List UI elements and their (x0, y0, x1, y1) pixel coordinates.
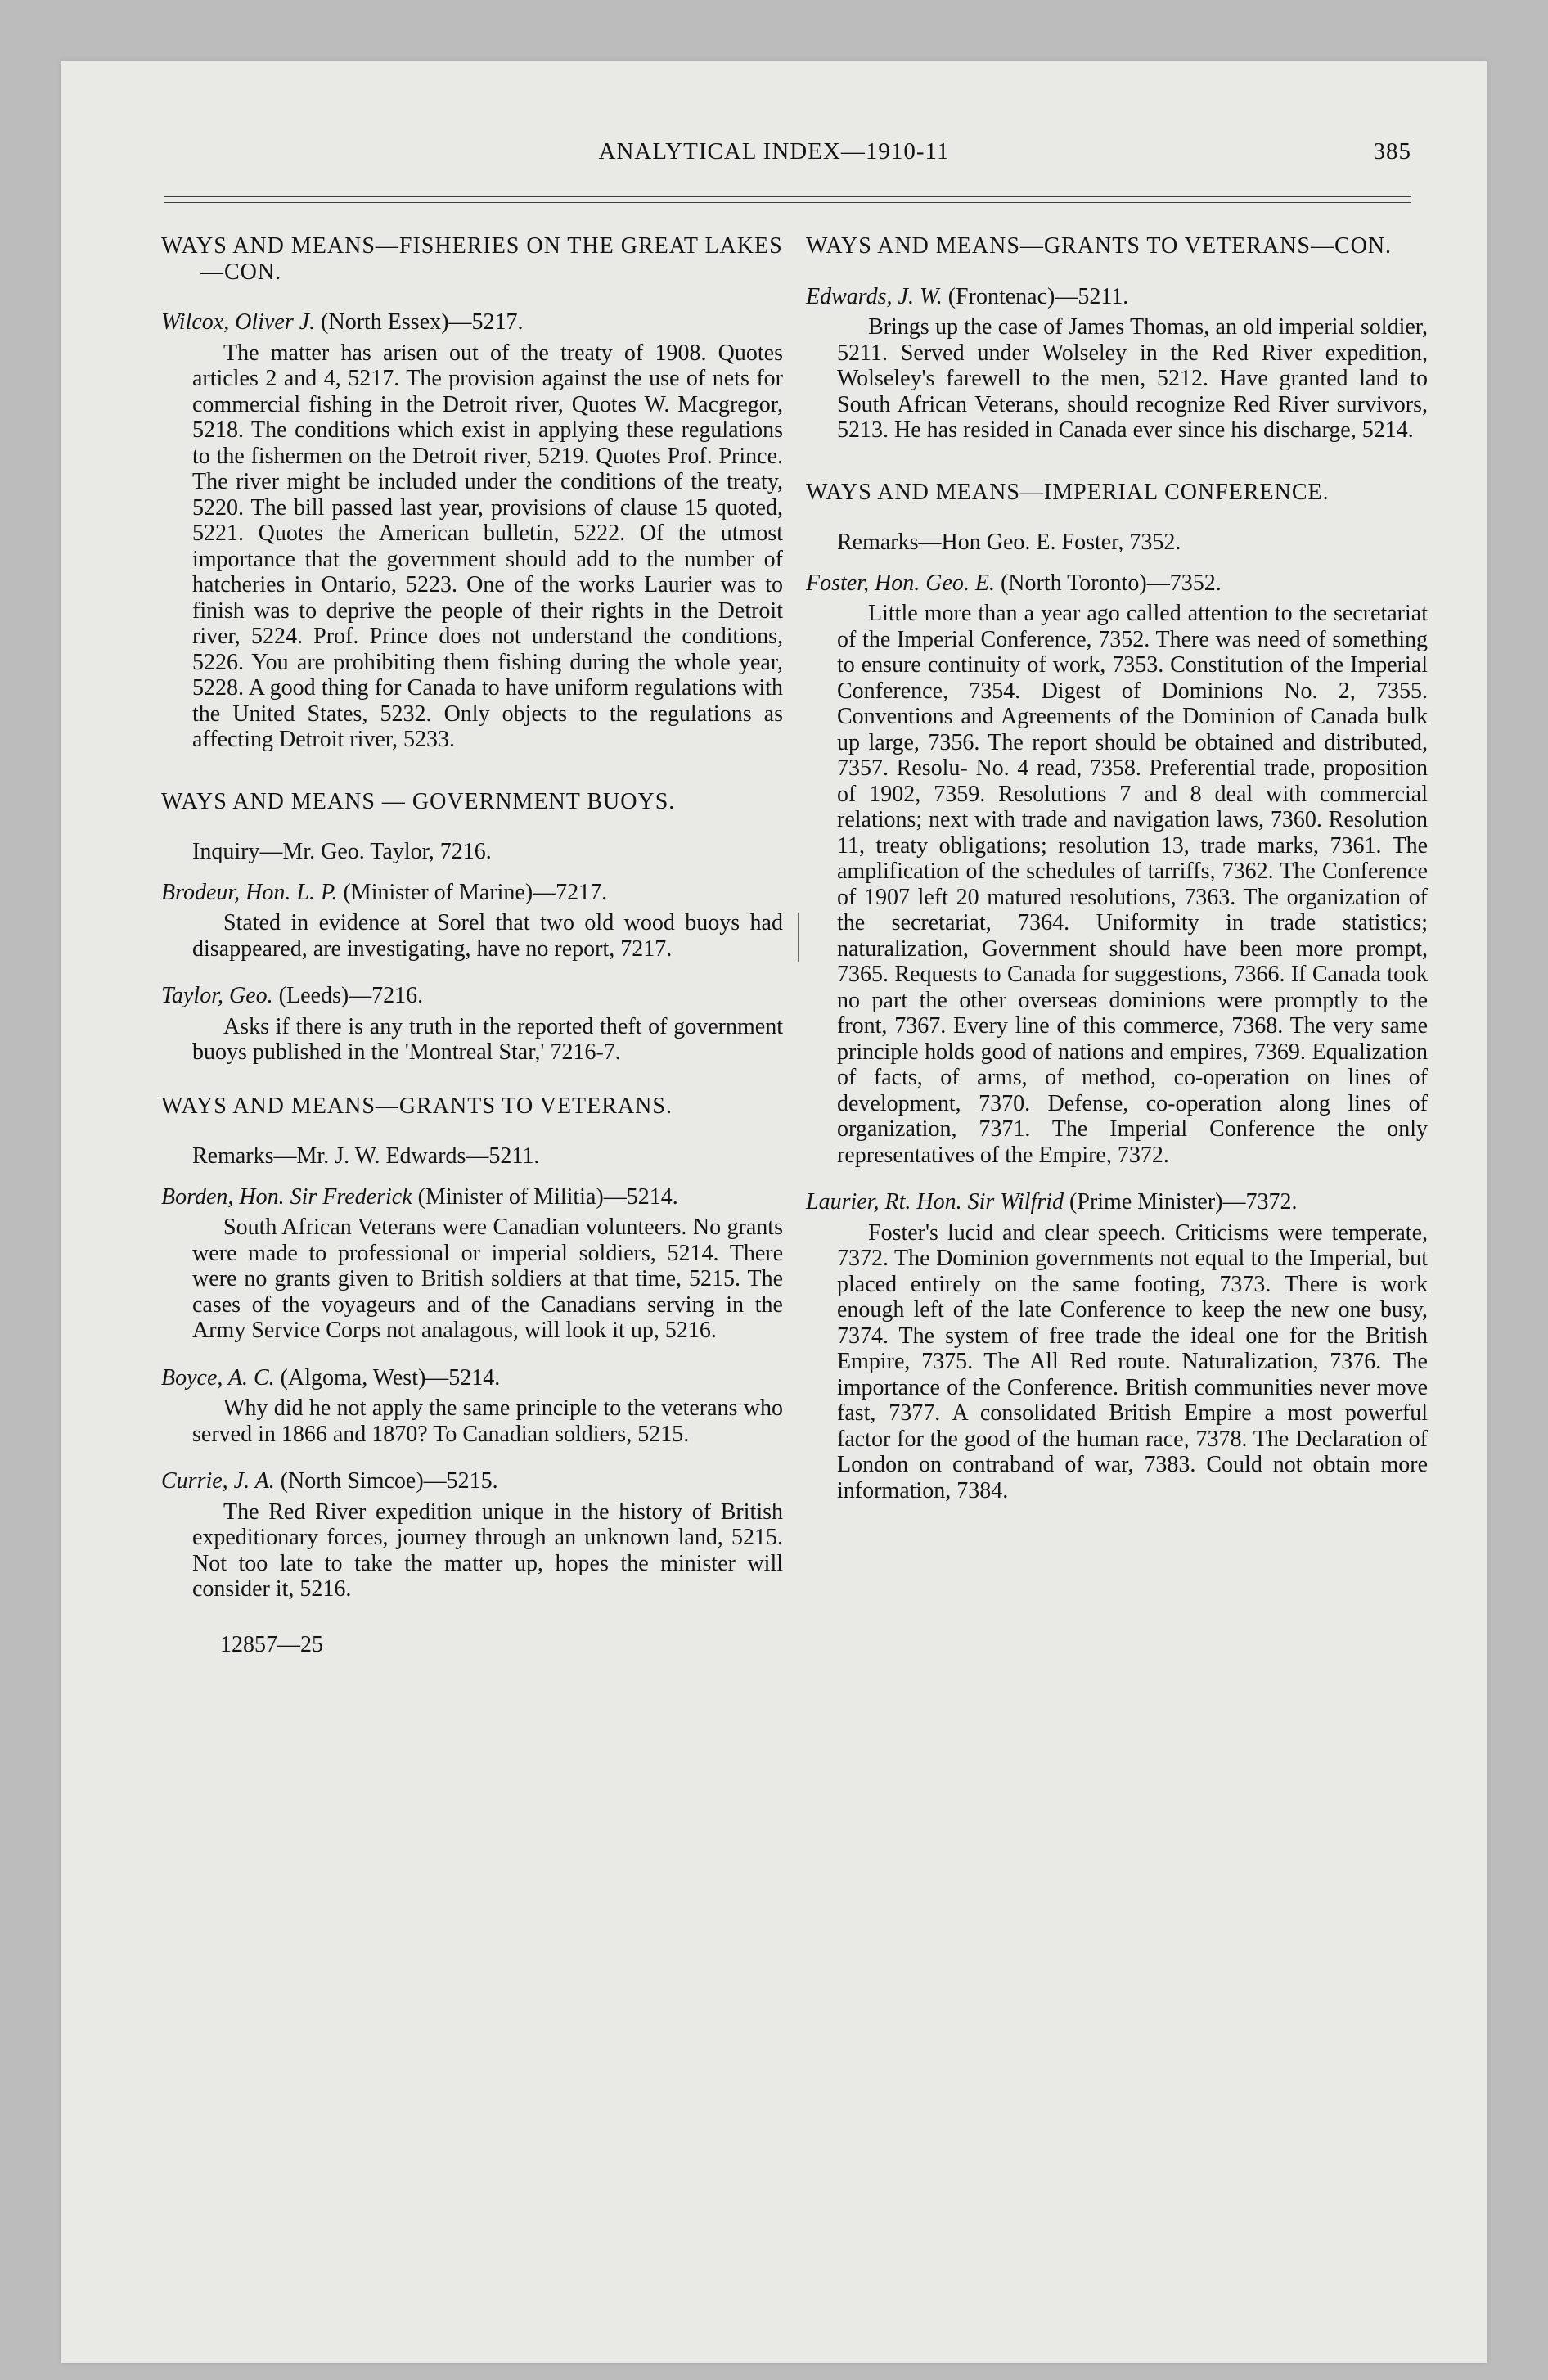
speaker-name: Foster, Hon. Geo. E. (806, 570, 995, 596)
speaker-entry (161, 309, 783, 336)
speaker-entry (161, 880, 783, 906)
right-column (806, 233, 1428, 1525)
entry-text: Foster's lucid and clear speech. Criticisms were temperate, 7372. The Dominion governments not equal to the Imperial, but placed entirely on the same footing, 7373. There is work enough left of the late Conference to keep the new one busy, 7374. The system of free trade the ideal one for the British Empire, 7375. The All Red route. Naturalization, 7376. The importance of the Conference. British communities never move fast, 7377. A consolidated British Empire a most powerful factor for the good of the human race, 7378. The Declaration of London on contraband of war, 7383. Could not obtain more information, 7384. (837, 1219, 1428, 1503)
speaker-role: (North Essex)—5217. (315, 309, 524, 335)
speaker-name: Edwards, J. W. (806, 283, 943, 309)
entry-text: The Red River expedition unique in the history of British expeditionary forces, journey through an unknown land, 5215. Not too late to take the matter up, hopes the minister will consider it, 5216. (192, 1499, 783, 1602)
index-page (61, 61, 1487, 2363)
remarks-line: Remarks—Hon Geo. E. Foster, 7352. (837, 530, 1181, 555)
speaker-name: Brodeur, Hon. L. P. (161, 879, 338, 905)
speaker-entry (806, 570, 1428, 597)
section-grants-veterans-continued (806, 233, 1428, 444)
speaker-role: (Prime Minister)—7372. (1064, 1189, 1298, 1215)
section-heading: WAYS AND MEANS — GOVERNMENT BUOYS. (161, 788, 676, 814)
section-fisheries (161, 233, 783, 753)
speaker-role: (Algoma, West)—5214. (274, 1364, 501, 1391)
speaker-entry (806, 1189, 1428, 1215)
section-heading: WAYS AND MEANS—FISHERIES ON THE GREAT LAKES—CON. (161, 233, 783, 285)
speaker-entry (806, 284, 1428, 310)
speaker-entry (161, 1468, 783, 1494)
signature-mark: 12857—25 (220, 1631, 323, 1657)
entry-text: Stated in evidence at Sorel that two old wood buoys had disappeared, are investigating, have no report, 7217. (192, 910, 783, 962)
page-number: 385 (1373, 138, 1411, 165)
speaker-entry (161, 1184, 783, 1210)
speaker-role: (North Simcoe)—5215. (274, 1468, 498, 1494)
speaker-entry (161, 983, 783, 1009)
speaker-name: Borden, Hon. Sir Frederick (161, 1183, 412, 1210)
section-imperial-conference (806, 480, 1428, 1504)
remarks-line: Inquiry—Mr. Geo. Taylor, 7216. (192, 839, 492, 864)
running-title: ANALYTICAL INDEX—1910-11 (598, 138, 950, 165)
entry-text: Why did he not apply the same principle to the veterans who served in 1866 and 1870? To Canadian soldiers, 5215. (192, 1395, 783, 1447)
entry-text: Little more than a year ago called attention to the secretariat of the Imperial Conference, 7352. There was need of something to ensure continuity of work, 7353. Constitution of the Imperial Conference, 7354. Digest of Dominions No. 2, 7355. Conventions and Agreements of the Dominion of Canada bulk up large, 7356. The report should be obtained and distributed, 7357. Resolu- No. 4 read, 7358. Preferential trade, proposition of 1902, 7359. Resolutions 7 and 8 deal with commercial relations; next with trade and navigation laws, 7360. Resolution 11, treaty obligations; resolution 13, trade marks, 7361. The amplification of the schedules of tarriffs, 7362. The Conference of 1907 left 20 matured resolutions, 7363. The organization of the secretariat, 7364. Uniformity in trade statistics; naturalization, Government should have been more prompt, 7365. Requests to Canada for suggestions, 7366. If Canada took no part the other overseas dominions were promptly to the front, 7367. Every line of this commerce, 7368. The very same principle holds good of nations and empires, 7369. Equalization of facts, of arms, of method, co-operation on lines of development, 7370. Defense, co-operation along lines of organization, 7371. The Imperial Conference the only representatives of the Empire, 7372. (837, 601, 1428, 1168)
speaker-name: Currie, J. A. (161, 1468, 275, 1494)
section-buoys (161, 789, 783, 1066)
section-heading: WAYS AND MEANS—GRANTS TO VETERANS—CON. (806, 233, 1393, 259)
speaker-role: (Leeds)—7216. (272, 983, 424, 1008)
speaker-role: (Minister of Militia)—5214. (412, 1183, 678, 1210)
speaker-role: (North Toronto)—7352. (994, 570, 1222, 596)
speaker-name: Taylor, Geo. (161, 983, 273, 1008)
speaker-role: (Minister of Marine)—7217. (337, 879, 608, 905)
column-divider (798, 913, 799, 962)
section-heading: WAYS AND MEANS—GRANTS TO VETERANS. (161, 1093, 673, 1119)
remarks-line: Remarks—Mr. J. W. Edwards—5211. (192, 1143, 540, 1169)
speaker-entry (161, 1365, 783, 1391)
speaker-name: Laurier, Rt. Hon. Sir Wilfrid (806, 1189, 1064, 1215)
entry-text: South African Veterans were Canadian volunteers. No grants were made to professional or imperial soldiers, 5214. There were no grants given to British soldiers at that time, 5215. The cases of the voyageurs and of the Canadians serving in the Army Service Corps not analagous, will look it up, 5216. (192, 1215, 783, 1343)
header-rule-thin (164, 202, 1411, 203)
entry-text: Asks if there is any truth in the reported theft of government buoys published in the 'Montreal Star,' 7216-7. (192, 1013, 783, 1065)
header-rule (164, 196, 1411, 197)
running-head (61, 138, 1487, 179)
entry-text: Brings up the case of James Thomas, an old imperial soldier, 5211. Served under Wolseley in the Red River expedition, Wolseley's farewell to the men, 5212. Have granted land to South African Veterans, should recognize Red River survivors, 5213. He has resided in Canada ever since his discharge, 5214. (837, 314, 1428, 443)
section-grants-veterans (161, 1093, 783, 1602)
left-column (161, 233, 783, 1657)
entry-text: The matter has arisen out of the treaty of 1908. Quotes articles 2 and 4, 5217. The provision against the use of nets for commercial fishing in the Detroit river, Quotes W. Macgregor, 5218. The conditions which exist in applying these regulations to the fishermen on the Detroit river, 5219. Quotes Prof. Prince. The river might be included under the conditions of the treaty, 5220. The bill passed last year, provisions of clause 15 quoted, 5221. Quotes the American bulletin, 5222. Of the utmost importance that the government should add to the number of hatcheries in Ontario, 5223. One of the works Laurier was to finish was to deprive the people of their rights in the Detroit river, 5224. Prof. Prince does not understand the conditions, 5226. You are prohibiting them fishing during the whole year, 5228. A good thing for Canada to have uniform regulations with the United States, 5232. Only objects to the regulations as affecting Detroit river, 5233. (192, 340, 783, 752)
speaker-name: Boyce, A. C. (161, 1364, 275, 1391)
speaker-role: (Frontenac)—5211. (942, 283, 1129, 309)
speaker-name: Wilcox, Oliver J. (161, 309, 316, 335)
section-heading: WAYS AND MEANS—IMPERIAL CONFERENCE. (806, 479, 1330, 505)
